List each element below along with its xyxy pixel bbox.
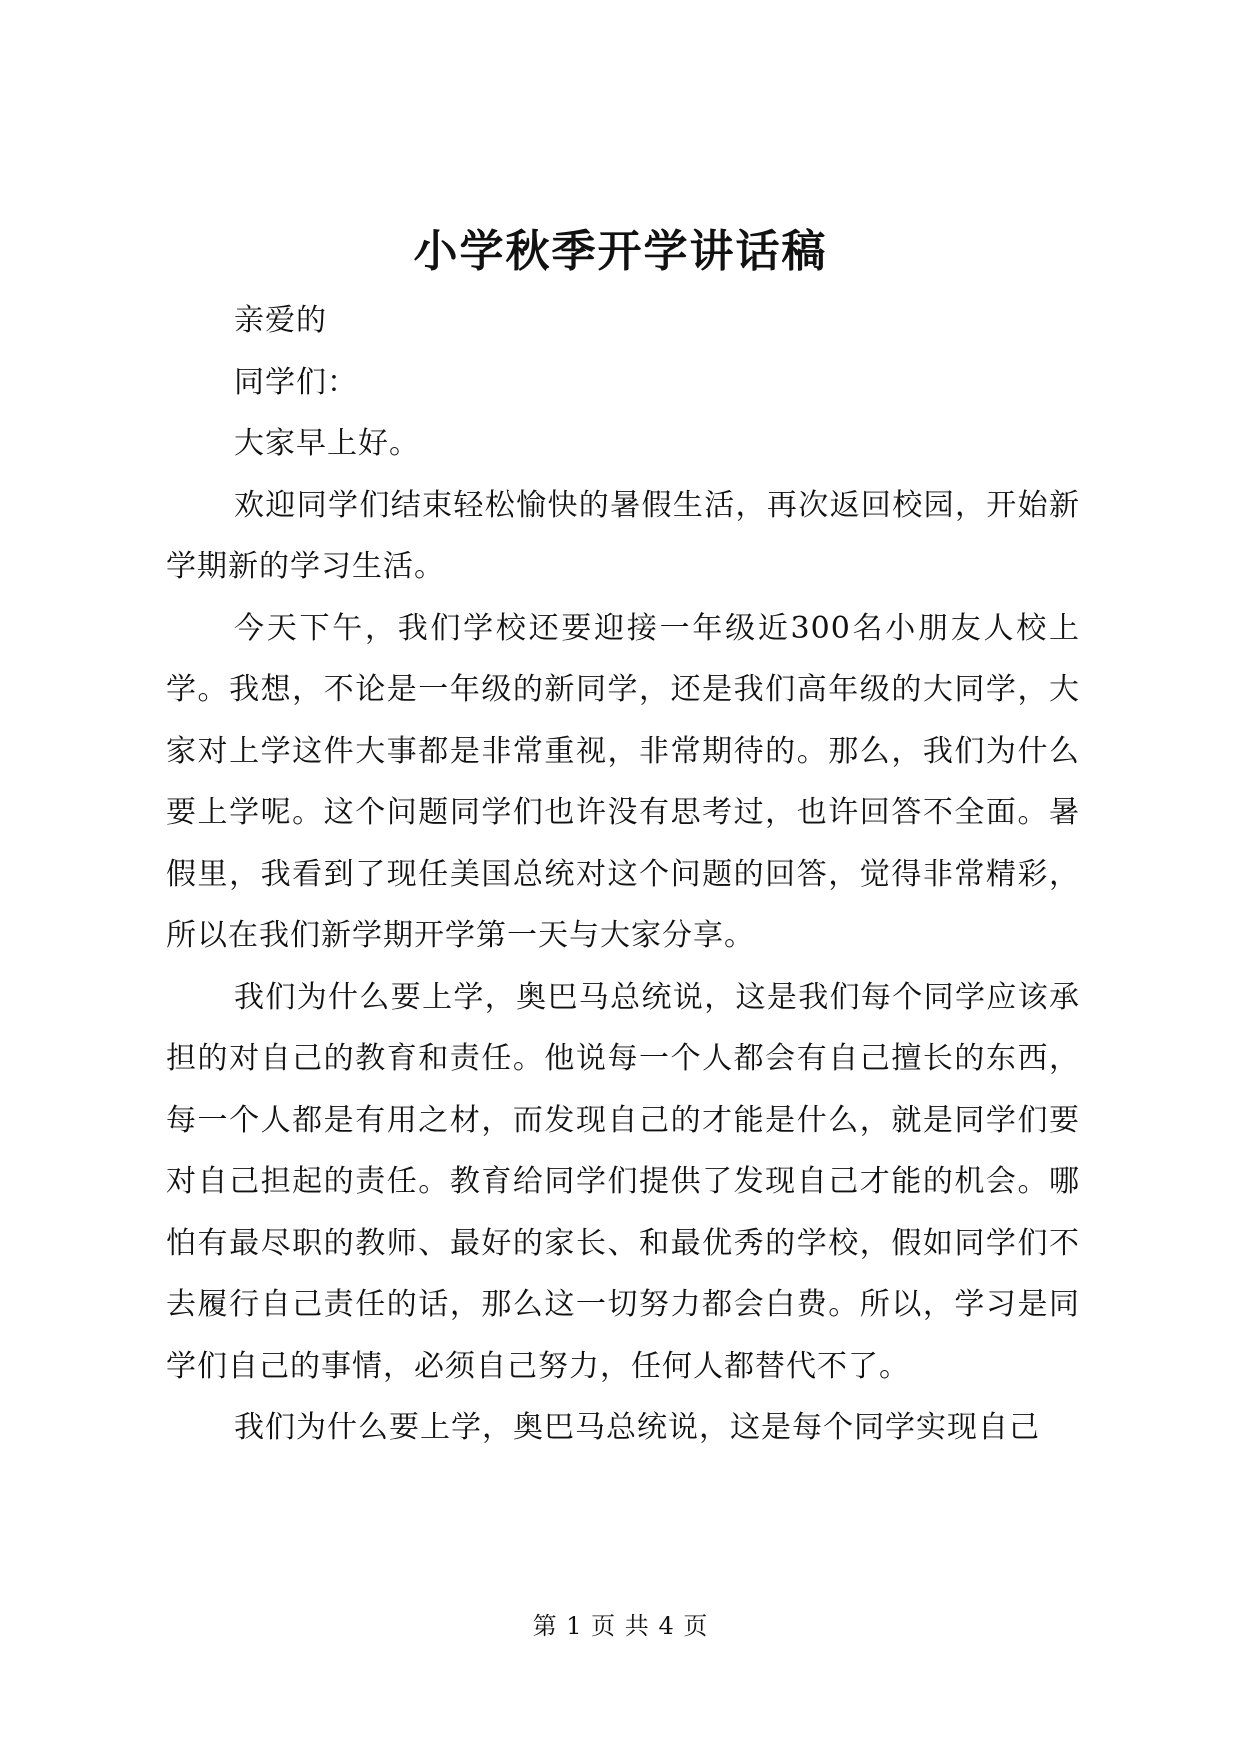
- paragraph-good-morning: 大家早上好。: [234, 426, 420, 461]
- paragraph-why-school: 今天下午，我们学校还要迎接一年级近300名小朋友人校上学。我想，不论是一年级的新同学，还是我们高年级的大同学，大家对上学这件大事都是非常重视，非常期待的。那么，我们为什么要上学呢。这个问题同学们也许没有思考过，也许回答不全面。暑假里，我看到了现任美国总统对这个问题的回答，觉得非常精彩，所以在我们新学期开学第一天与大家分享。: [166, 610, 1080, 953]
- page-footer: 第 1 页 共 4 页: [532, 1612, 709, 1640]
- document-body: [166, 290, 1080, 1459]
- document-title: 小学秋季开学讲话稿: [413, 226, 828, 277]
- paragraph-responsibility: 我们为什么要上学，奥巴马总统说，这是我们每个同学应该承担的对自己的教育和责任。他说每一个人都会有自己擅长的东西，每一个人都是有用之材，而发现自己的才能是什么，就是同学们要对自己担起的责任。教育给同学们提供了发现自己才能的机会。哪怕有最尽职的教师、最好的家长、和最优秀的学校，假如同学们不去履行自己责任的话，那么这一切努力都会白费。所以，学习是同学们自己的事情，必须自己努力，任何人都替代不了。: [166, 979, 1080, 1384]
- paragraph-audience: 同学们：: [234, 364, 358, 400]
- paragraph-greeting: 亲爱的: [234, 303, 327, 338]
- paragraph-self-realization: 我们为什么要上学，奥巴马总统说，这是每个同学实现自己: [234, 1410, 1040, 1445]
- paragraph-welcome: 欢迎同学们结束轻松愉快的暑假生活，再次返回校园，开始新学期新的学习生活。: [166, 487, 1080, 584]
